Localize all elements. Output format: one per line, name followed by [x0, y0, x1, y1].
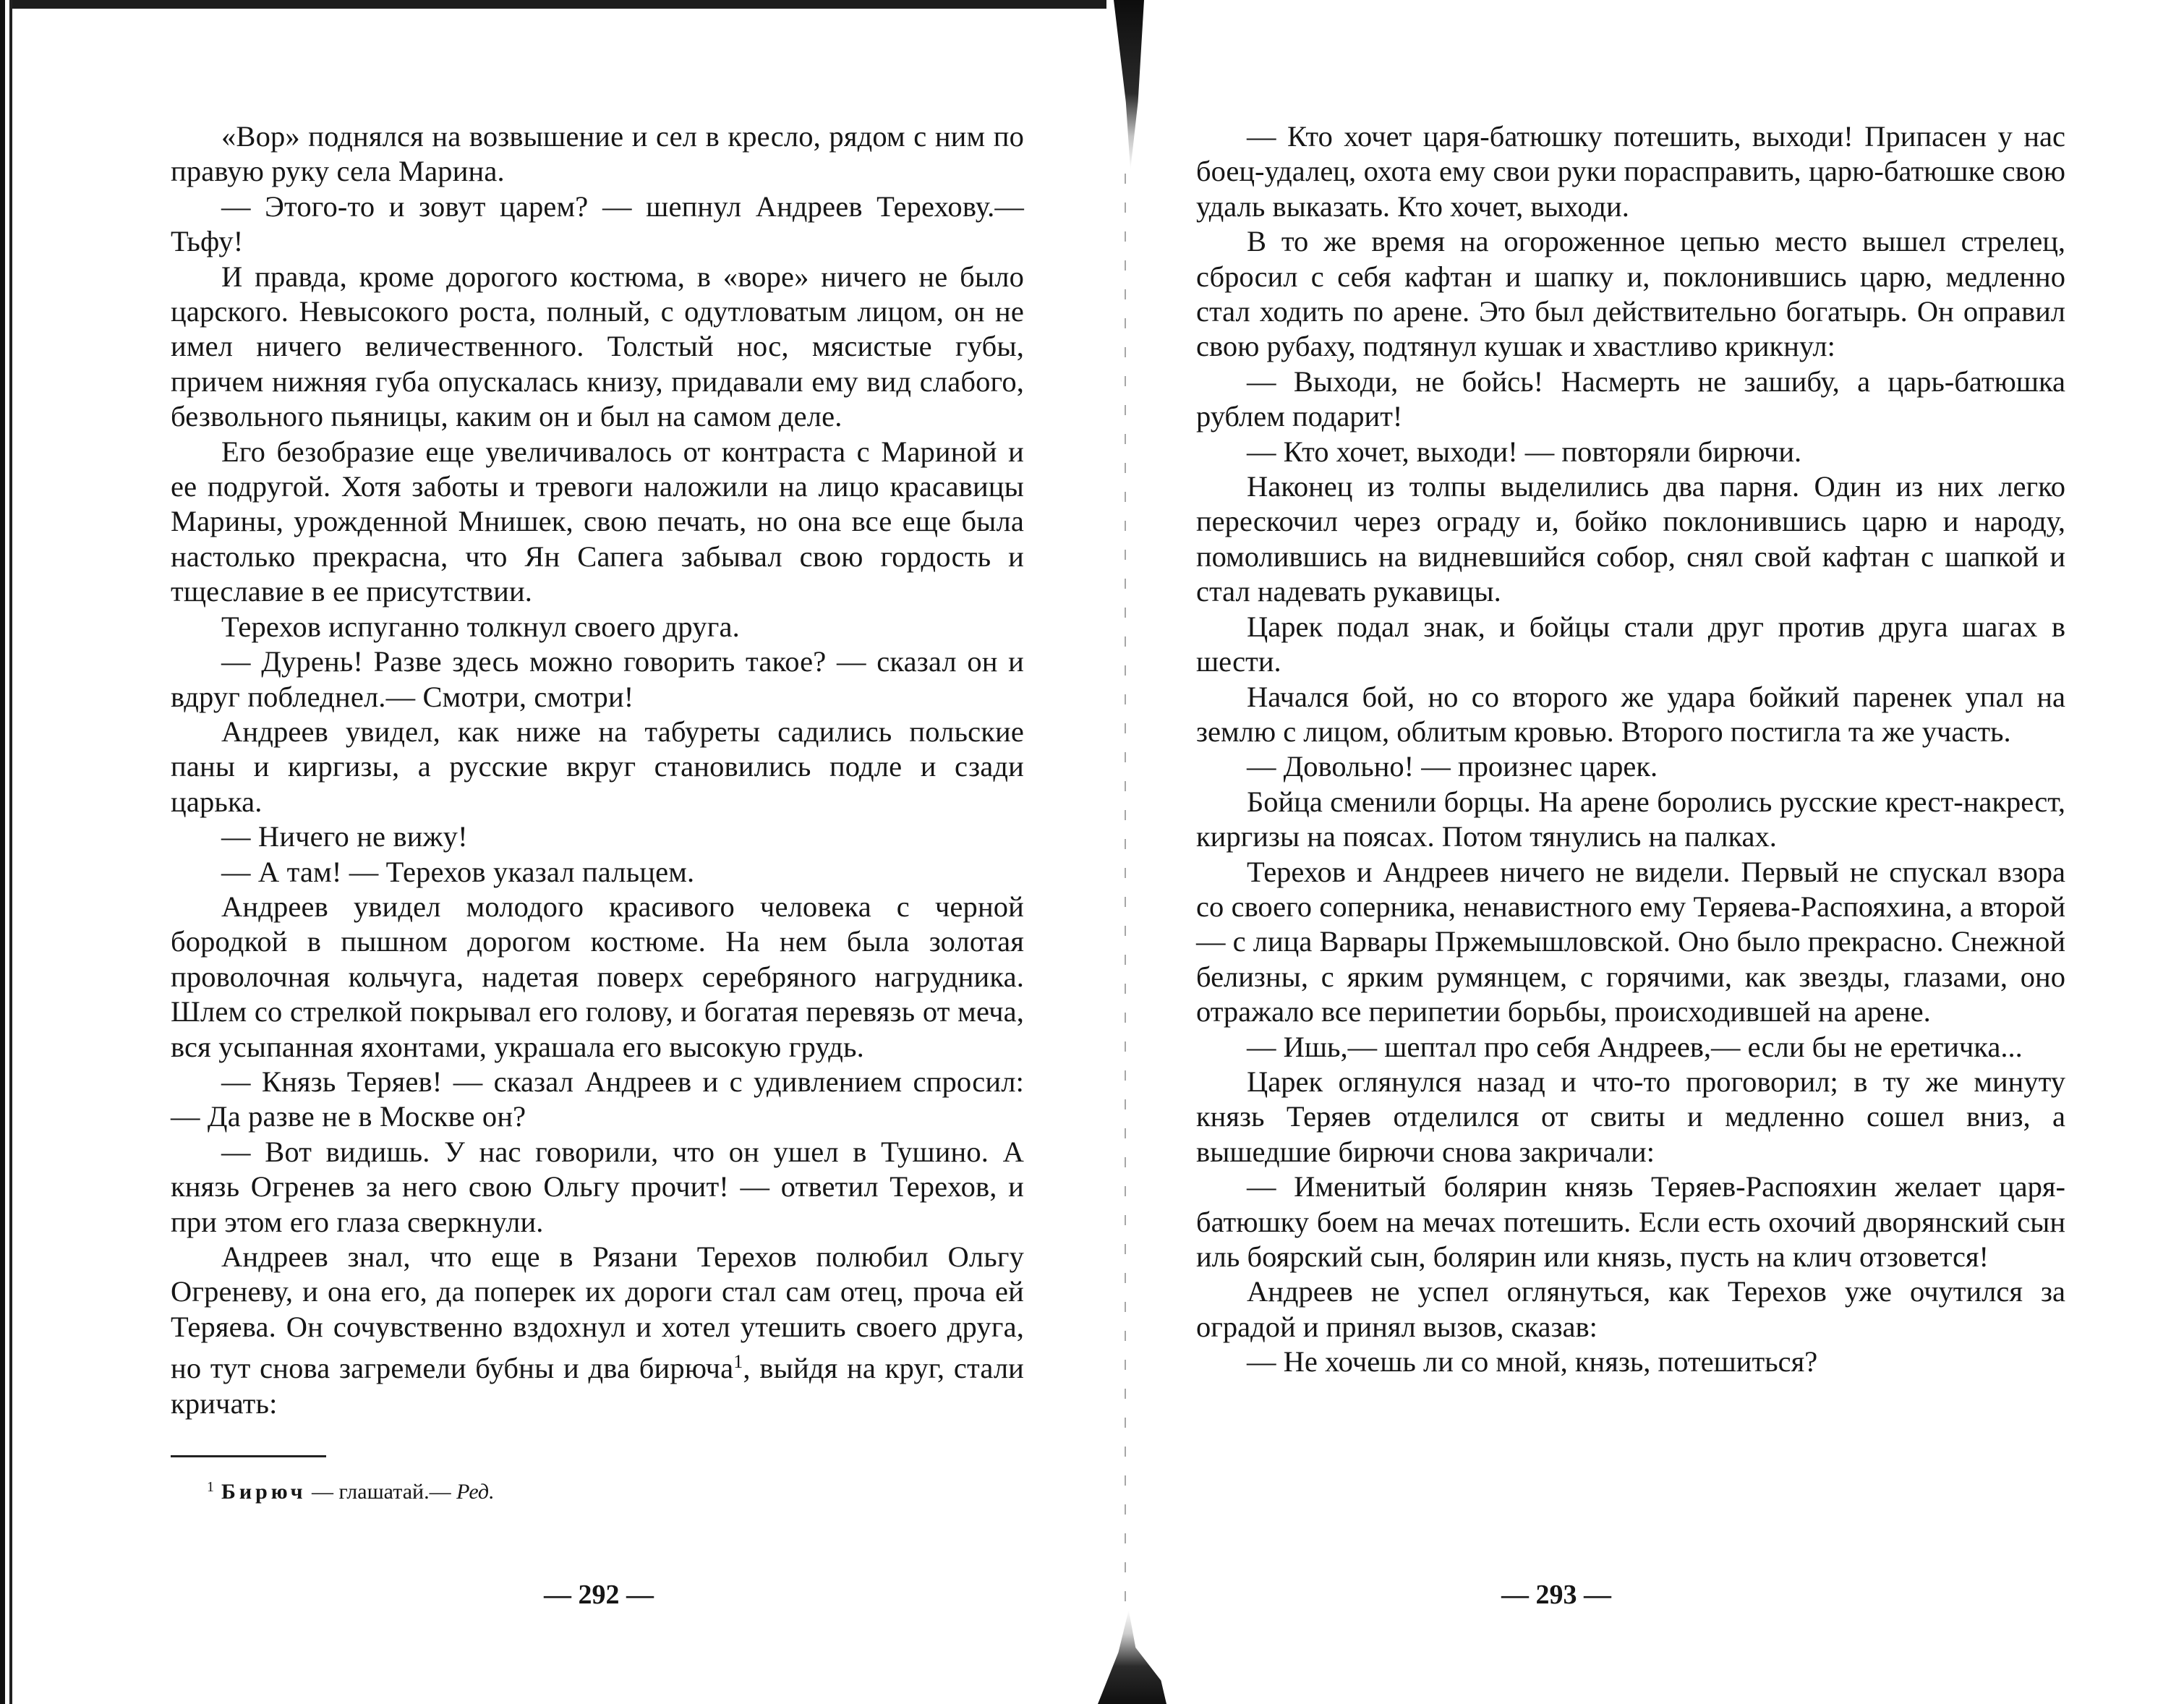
paragraph: И правда, кроме дорогого костюма, в «воре» ничего не было царского. Невысокого роста, полный, с одутловатым лицом, он не имел ничего величественного. Толстый нос, мясистые губы, причем нижняя губа опускалась книзу, придавали ему вид слабого, безвольного пьяницы, каким он и был на самом деле. [171, 260, 1024, 433]
paragraph: Андреев не успел оглянуться, как Терехов уже очутился за оградой и принял вызов, сказав: [1196, 1275, 2065, 1343]
footnote-marker-comma: , [743, 1352, 751, 1385]
paragraph: — Ишь,— шептал про себя Андреев,— если бы не еретичка... [1247, 1030, 2023, 1063]
paragraph: Терехов и Андреев ничего не видели. Первый не спускал взора со своего соперника, ненавистного ему Теряева-Распояхина, а второй — с лица Варвары Пржемышловской. Оно было прекрасно. Снежной белизны, с ярким румянцем, с горячими, как звезды, глазами, оно отражало все перипетии борьбы, происходившей на арене. [1196, 855, 2065, 1028]
paragraph-text: выйдя на круг, стали кричать: [171, 1352, 1025, 1420]
left-page-text [171, 119, 1024, 1421]
footnote-definition: — глашатай.— [306, 1480, 457, 1504]
gutter-shadow-bottom [1098, 1610, 1166, 1704]
gutter-crease [1125, 174, 1126, 1620]
scan-top-edge [0, 0, 1106, 9]
paragraph: — Вот видишь. У нас говорили, что он ушел в Тушино. А князь Огренев за него свою Ольгу прочит! — ответил Терехов, и при этом его глаза сверкнули. [171, 1135, 1024, 1238]
paragraph: «Вор» поднялся на возвышение и сел в кресло, рядом с ним по правую руку села Марина. [171, 120, 1024, 188]
paragraph: — Князь Теряев! — сказал Андреев и с удивлением спросил: — Да разве не в Москве он? [171, 1065, 1024, 1133]
paragraph: Его безобразие еще увеличивалось от контраста с Мариной и ее подругой. Хотя заботы и тревоги наложили на лицо красавицы Марины, урожденной Мнишек, свою печать, но она все еще была настолько прекрасна, что Ян Сапега забывал свою гордость и тщеславие в ее присутствии. [171, 435, 1024, 608]
paragraph: В то же время на огороженное цепью место вышел стрелец, сбросил с себя кафтан и шапку и, поклонившись царю, медленно стал ходить по арене. Это был действительно богатырь. Он оправил свою рубаху, подтянул кушак и хвастливо крикнул: [1196, 225, 2065, 363]
paragraph: — Дурень! Разве здесь можно говорить такое? — сказал он и вдруг побледнел.— Смотри, смотри! [171, 645, 1024, 713]
paragraph: — Ничего не вижу! [221, 820, 468, 853]
footnote-term: Бирюч [221, 1480, 307, 1504]
paragraph: — Кто хочет царя-батюшку потешить, выходи! Припасен у нас боец-удалец, охота ему свои руки порасправить, царю-батюшке свою удаль выказать. Кто хочет, выходи. [1196, 120, 2065, 223]
page-number: — 292 — [544, 1580, 654, 1610]
paragraph: Андреев увидел, как ниже на табуреты садились польские паны и киргизы, а русские вкруг становились подле и сзади царька. [171, 715, 1024, 818]
paragraph: Царек подал знак, и бойцы стали друг против друга шагах в шести. [1196, 610, 2065, 678]
right-page [1196, 119, 2065, 1610]
footnote-divider [171, 1455, 326, 1457]
paragraph: Начался бой, но со второго же удара бойкий паренек упал на землю с лицом, облитым кровью. Второго постигла та же участь. [1196, 680, 2065, 748]
paragraph: Царек оглянулся назад и что-то проговорил; в ту же минуту князь Теряев отделился от свиты и медленно сошел вниз, а вышедшие бирючи снова закричали: [1196, 1065, 2065, 1168]
page-number: — 293 — [1501, 1580, 1611, 1610]
footnote-number: 1 [207, 1479, 214, 1496]
paragraph: — Выходи, не бойсь! Насмерть не зашибу, а царь-батюшка рублем подарит! [1196, 365, 2065, 433]
paragraph-text: Андреев знал, что еще в Рязани Терехов полюбил Ольгу Огреневу, и она его, да поперек их дороги стал сам отец, проча ей Теряева. Он сочувственно вздохнул и хотел утешить своего друга, но тут снова загремели бубны и два бирюча [171, 1240, 1024, 1385]
paragraph: — Именитый болярин князь Теряев-Распояхин желает царя-батюшку боем на мечах потешить. Если есть охочий дворянский сын иль боярский сын, болярин или князь, пусть на клич отзовется! [1196, 1170, 2065, 1273]
paragraph: Терехов испуганно толкнул своего друга. [221, 610, 740, 643]
left-page [171, 119, 1025, 1610]
gutter-shadow-top [1114, 0, 1144, 170]
paragraph: — Кто хочет, выходи! — повторяли бирючи. [1247, 435, 1802, 468]
right-page-text [1196, 119, 2065, 1380]
paragraph: Андреев увидел молодого красивого человека с черной бородкой в пышном дорогом костюме. На нем была золотая проволочная кольчуга, надетая поверх серебряного нагрудника. Шлем со стрелкой покрывал его голову, и богатая перевязь от меча, вся усыпанная яхонтами, украшала его высокую грудь. [171, 890, 1024, 1063]
scan-left-edge [0, 0, 13, 1704]
paragraph: — Не хочешь ли со мной, князь, потешиться? [1247, 1345, 1818, 1379]
paragraph-with-footnote [171, 1240, 1024, 1421]
book-gutter [1098, 0, 1156, 1704]
footnote-editor: Ред. [456, 1480, 495, 1504]
paragraph: — А там! — Терехов указал пальцем. [221, 855, 695, 888]
footnote [207, 1473, 1024, 1506]
paragraph: Наконец из толпы выделились два парня. Один из них легко перескочил через ограду и, бойко поклонившись царю и народу, помолившись на видневшийся собор, снял свой кафтан с шапкой и стал надевать рукавицы. [1196, 470, 2065, 608]
paragraph: — Этого-то и зовут царем? — шепнул Андреев Терехову.— Тьфу! [171, 189, 1024, 258]
footnote-marker: 1 [733, 1351, 743, 1373]
paragraph: — Довольно! — произнес царек. [1247, 750, 1658, 783]
paragraph: Бойца сменили борцы. На арене боролись русские крест-накрест, киргизы на поясах. Потом тянулись на палках. [1196, 785, 2065, 853]
